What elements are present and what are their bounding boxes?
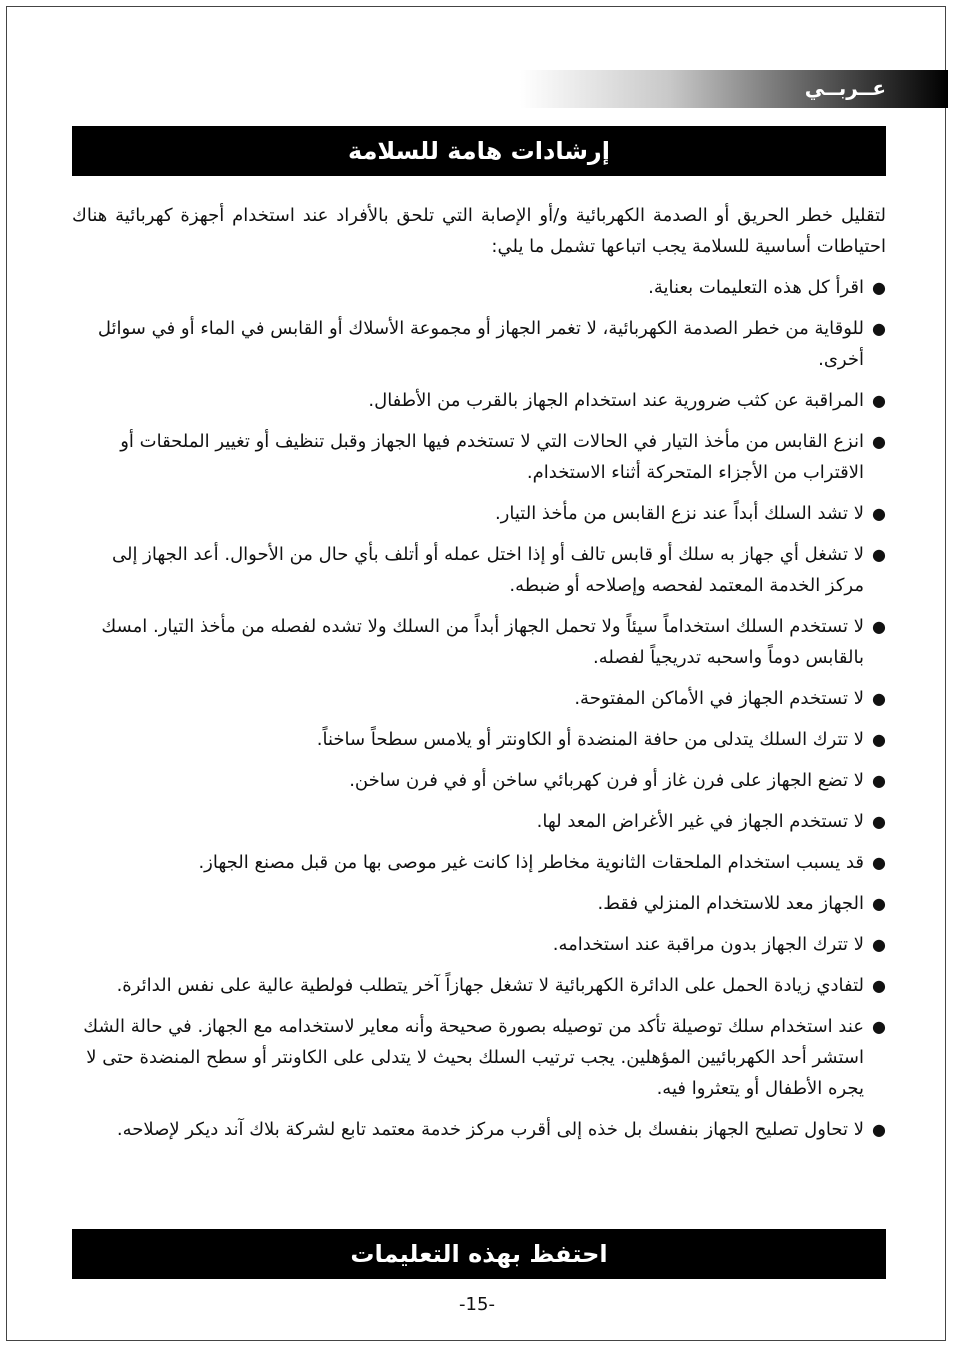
bullet-icon: ● <box>872 853 886 872</box>
list-item: ● للوقاية من خطر الصدمة الكهربائية، لا تغمر الجهاز أو مجموعة الأسلاك أو القابس في الماء أو في سوائل أخرى. <box>72 313 886 375</box>
list-item: ● لتفادي زيادة الحمل على الدائرة الكهربائية لا تشغل جهازاً آخر يتطلب فولطية عالية على نفس الدائرة. <box>72 970 886 1001</box>
list-item: ● لا تترك الجهاز بدون مراقبة عند استخدامه. <box>72 929 886 960</box>
bullet-icon: ● <box>872 812 886 831</box>
intro-paragraph: لتقليل خطر الحريق أو الصدمة الكهربائية و/أو الإصابة التي تلحق بالأفراد عند استخدام أجهزة كهربائية هناك احتياطات أساسية للسلامة يجب اتباعها تشمل ما يلي: <box>72 205 886 257</box>
list-item: ● لا تترك السلك يتدلى من حافة المنضدة أو الكاونتر أو يلامس سطحاً ساخناً. <box>72 724 886 755</box>
bullet-icon: ● <box>872 617 886 636</box>
bullet-icon: ● <box>872 689 886 708</box>
bullet-icon: ● <box>872 545 886 564</box>
bullet-icon: ● <box>872 391 886 410</box>
page-title: إرشادات هامة للسلامة <box>72 126 886 176</box>
list-item: ● اقرأ كل هذه التعليمات بعناية. <box>72 272 886 303</box>
bullet-icon: ● <box>872 278 886 297</box>
bullet-icon: ● <box>872 432 886 451</box>
list-item: ● قد يسبب استخدام الملحقات الثانوية مخاطر إذا كانت غير موصى بها من قبل مصنع الجهاز. <box>72 847 886 878</box>
list-item: ● المراقبة عن كثب ضرورية عند استخدام الجهاز بالقرب من الأطفال. <box>72 385 886 416</box>
list-item: ● انزع القابس من مأخذ التيار في الحالات التي لا تستخدم فيها الجهاز وقبل تنظيف أو تغيير الملحقات أو الاقتراب من الأجزاء المتحركة أثناء الاستخدام. <box>72 426 886 488</box>
safety-list <box>72 272 886 1155</box>
bullet-icon: ● <box>872 504 886 523</box>
language-label: عــربــي <box>804 76 886 100</box>
list-item: ● لا تستخدم الجهاز في الأماكن المفتوحة. <box>72 683 886 714</box>
language-bar <box>520 70 948 108</box>
list-item: ● عند استخدام سلك توصيلة تأكد من توصيله بصورة صحيحة وأنه معاير لاستخدامه مع الجهاز. في حالة الشك استشر أحد الكهربائيين المؤهلين. يجب ترتيب السلك بحيث لا يتدلى على الكاونتر أو سطح المنضدة حتى لا يجره الأطفال أو يتعثروا فيه. <box>72 1011 886 1104</box>
list-item: ● لا تستخدم الجهاز في غير الأغراض المعد لها. <box>72 806 886 837</box>
bullet-icon: ● <box>872 771 886 790</box>
list-item: ● لا تستخدم السلك استخداماً سيئاً ولا تحمل الجهاز أبداً من السلك ولا تشده لفصله من مأخذ التيار. امسك بالقابس دوماً واسحبه تدريجياً لفصله. <box>72 611 886 673</box>
list-item: ● لا تحاول تصليح الجهاز بنفسك بل خذه إلى أقرب مركز خدمة معتمد تابع لشركة بلاك آند ديكر لإصلاحه. <box>72 1114 886 1145</box>
list-item: ● لا تضع الجهاز على فرن غاز أو فرن كهربائي ساخن أو في فرن ساخن. <box>72 765 886 796</box>
page-number: -15- <box>459 1294 495 1315</box>
list-item: ● الجهاز معد للاستخدام المنزلي فقط. <box>72 888 886 919</box>
bullet-icon: ● <box>872 976 886 995</box>
list-item: ● لا تشغل أي جهاز به سلك أو قابس تالف أو إذا اختل عمله أو أتلف بأي حال من الأحوال. أعد الجهاز إلى مركز الخدمة المعتمد لفحصه وإصلاحه أو ضبطه. <box>72 539 886 601</box>
bullet-icon: ● <box>872 319 886 338</box>
footer-banner: احتفظ بهذه التعليمات <box>72 1229 886 1279</box>
list-item: ● لا تشد السلك أبداً عند نزع القابس من مأخذ التيار. <box>72 498 886 529</box>
bullet-icon: ● <box>872 1120 886 1139</box>
bullet-icon: ● <box>872 894 886 913</box>
bullet-icon: ● <box>872 935 886 954</box>
bullet-icon: ● <box>872 730 886 749</box>
bullet-icon: ● <box>872 1017 886 1036</box>
